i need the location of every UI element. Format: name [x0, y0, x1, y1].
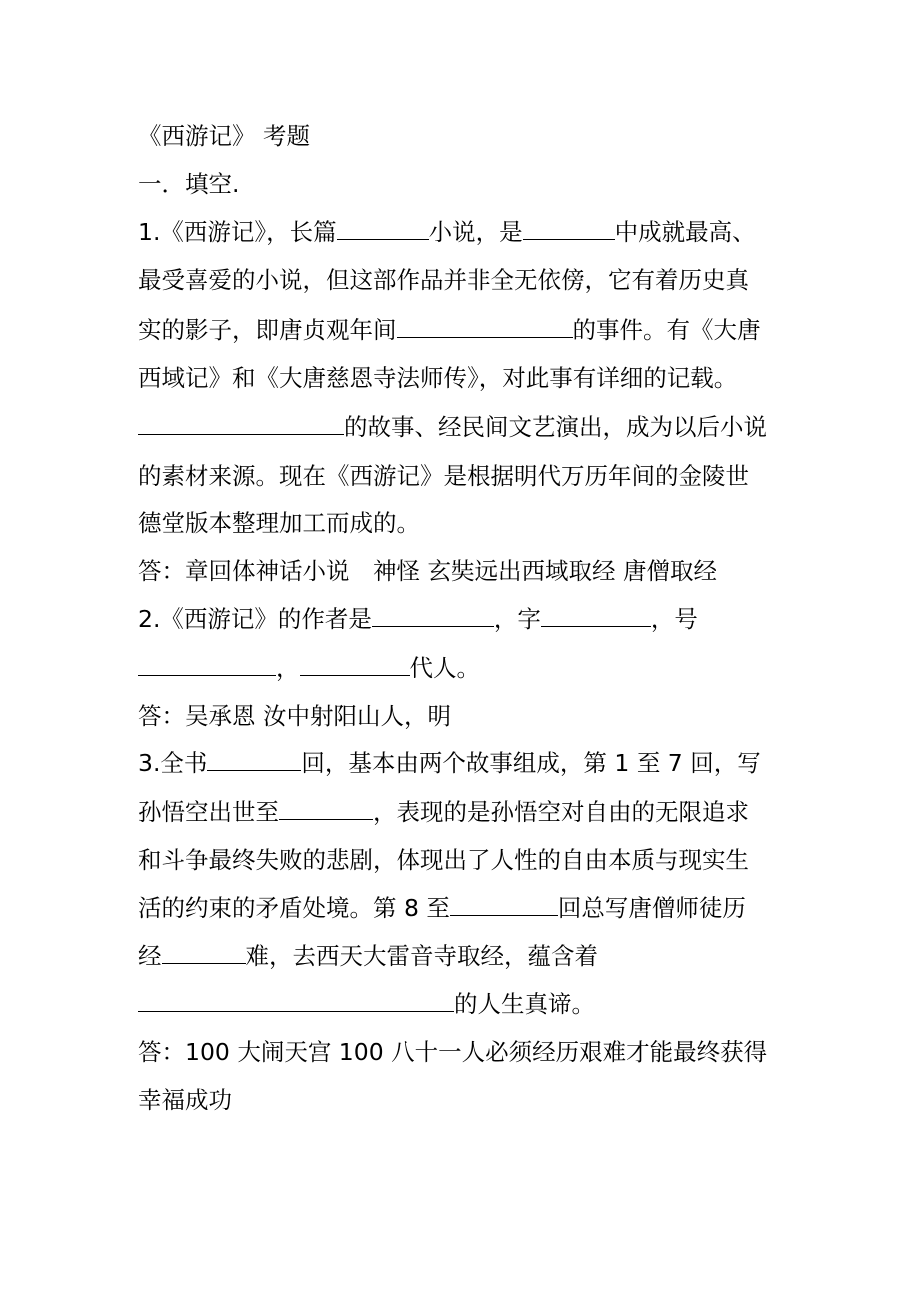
question-3-line-3: 和斗争最终失败的悲剧，体现出了人性的自由本质与现实生	[138, 846, 749, 874]
fill-in-blank	[541, 600, 651, 627]
fill-in-blank	[207, 744, 301, 771]
question-3-answer-line-2: 幸福成功	[138, 1086, 232, 1114]
fill-in-blank	[138, 985, 454, 1012]
question-3-line-5: 经 难，去西天大雷音寺取经，蕴含着	[138, 936, 598, 976]
question-1-line-5: 的故事、经民间文艺演出，成为以后小说	[138, 407, 767, 447]
fill-in-blank	[372, 600, 494, 627]
fill-in-blank	[337, 213, 429, 240]
fill-in-blank	[450, 889, 558, 916]
question-3-line-1: 3.全书 回，基本由两个故事组成，第 1 至 7 回，写	[138, 743, 761, 783]
fill-in-blank	[138, 408, 344, 435]
question-2-line-2: ， 代人。	[138, 648, 480, 688]
question-1-line-6: 的素材来源。现在《西游记》是根据明代万历年间的金陵世	[138, 462, 749, 490]
question-3-line-2: 孙悟空出世至 ，表现的是孙悟空对自由的无限追求	[138, 792, 749, 832]
question-1-answer: 答：章回体神话小说 神怪 玄奘远出西域取经 唐僧取经	[138, 557, 717, 585]
question-1-line-2: 最受喜爱的小说，但这部作品并非全无依傍，它有着历史真	[138, 266, 749, 294]
fill-in-blank	[523, 213, 615, 240]
document-title: 《西游记》 考题	[138, 122, 310, 150]
question-1-line-7: 德堂版本整理加工而成的。	[138, 509, 420, 537]
question-1-line-1: 1.《西游记》，长篇 小说，是 中成就最高、	[138, 212, 756, 252]
question-3-answer-line-1: 答：100 大闹天宫 100 八十一人必须经历艰难才能最终获得	[138, 1038, 768, 1066]
fill-in-blank	[300, 649, 410, 676]
fill-in-blank	[138, 649, 276, 676]
question-3-line-4: 活的约束的矛盾处境。第 8 至 回总写唐僧师徒历	[138, 888, 746, 928]
fill-in-blank	[279, 793, 373, 820]
question-1-line-4: 西域记》和《大唐慈恩寺法师传》，对此事有详细的记载。	[138, 364, 738, 392]
section-heading: 一．填空.	[138, 170, 240, 198]
question-2-answer: 答：吴承恩 汝中射阳山人，明	[138, 702, 451, 730]
question-1-line-3: 实的影子，即唐贞观年间 的事件。有《大唐	[138, 310, 761, 350]
question-2-line-1: 2.《西游记》的作者是 ，字 ，号	[138, 599, 698, 639]
fill-in-blank	[397, 311, 573, 338]
question-3-line-6: 的人生真谛。	[138, 984, 595, 1024]
fill-in-blank	[162, 937, 246, 964]
